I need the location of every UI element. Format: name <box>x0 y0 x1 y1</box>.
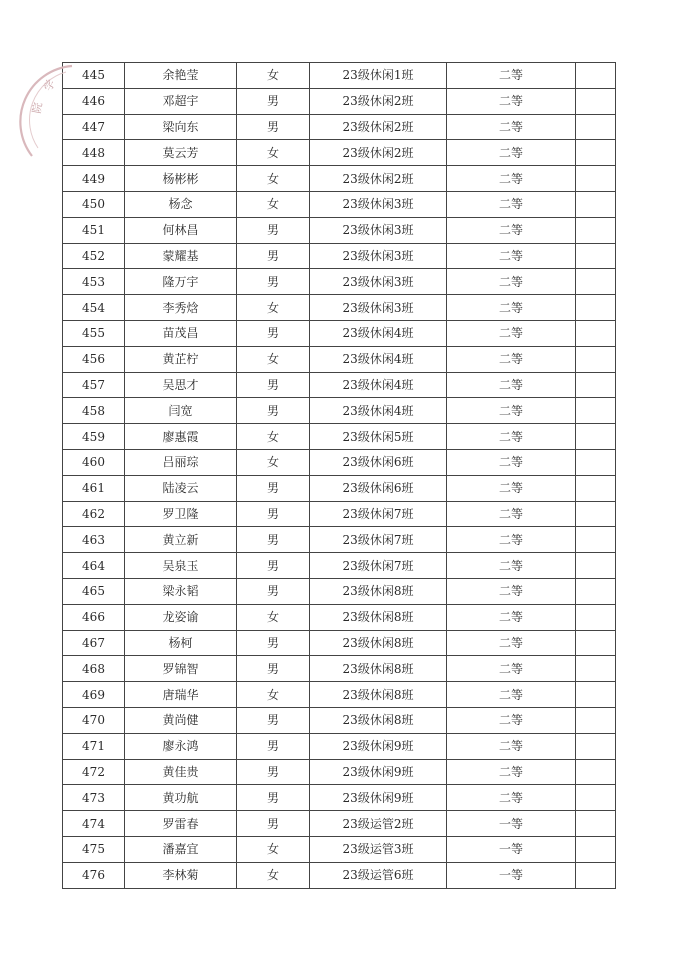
class-name-cell: 23级休闲2班 <box>310 114 447 140</box>
student-name-cell: 莫云芳 <box>125 140 237 166</box>
award-level-cell: 二等 <box>447 320 576 346</box>
award-level-cell: 二等 <box>447 578 576 604</box>
remark-cell <box>576 140 616 166</box>
svg-text:院: 院 <box>30 101 45 115</box>
remark-cell <box>576 88 616 114</box>
gender-cell: 女 <box>237 836 310 862</box>
remark-cell <box>576 191 616 217</box>
remark-cell <box>576 630 616 656</box>
row-number-cell: 475 <box>63 836 125 862</box>
svg-text:学: 学 <box>41 77 59 94</box>
student-name-cell: 邓超宇 <box>125 88 237 114</box>
remark-cell <box>576 578 616 604</box>
table-row <box>63 449 616 475</box>
table-row <box>63 707 616 733</box>
award-level-cell: 二等 <box>447 733 576 759</box>
student-name-cell: 李秀焓 <box>125 295 237 321</box>
gender-cell: 男 <box>237 269 310 295</box>
class-name-cell: 23级休闲6班 <box>310 449 447 475</box>
student-name-cell: 潘嘉宜 <box>125 836 237 862</box>
remark-cell <box>576 836 616 862</box>
class-name-cell: 23级休闲2班 <box>310 166 447 192</box>
gender-cell: 女 <box>237 862 310 888</box>
remark-cell <box>576 785 616 811</box>
row-number-cell: 448 <box>63 140 125 166</box>
row-number-cell: 472 <box>63 759 125 785</box>
gender-cell: 男 <box>237 217 310 243</box>
table-row <box>63 836 616 862</box>
row-number-cell: 449 <box>63 166 125 192</box>
award-level-cell: 二等 <box>447 501 576 527</box>
gender-cell: 男 <box>237 320 310 346</box>
student-name-cell: 闫宽 <box>125 398 237 424</box>
table-row <box>63 785 616 811</box>
class-name-cell: 23级休闲2班 <box>310 140 447 166</box>
class-name-cell: 23级休闲4班 <box>310 372 447 398</box>
row-number-cell: 457 <box>63 372 125 398</box>
table-row <box>63 862 616 888</box>
remark-cell <box>576 707 616 733</box>
gender-cell: 男 <box>237 630 310 656</box>
gender-cell: 男 <box>237 243 310 269</box>
table-row <box>63 346 616 372</box>
row-number-cell: 468 <box>63 656 125 682</box>
row-number-cell: 476 <box>63 862 125 888</box>
row-number-cell: 447 <box>63 114 125 140</box>
table-row <box>63 243 616 269</box>
class-name-cell: 23级休闲8班 <box>310 578 447 604</box>
award-level-cell: 二等 <box>447 217 576 243</box>
class-name-cell: 23级休闲4班 <box>310 320 447 346</box>
row-number-cell: 466 <box>63 604 125 630</box>
remark-cell <box>576 269 616 295</box>
remark-cell <box>576 733 616 759</box>
class-name-cell: 23级运管6班 <box>310 862 447 888</box>
gender-cell: 女 <box>237 295 310 321</box>
student-name-cell: 黄立新 <box>125 527 237 553</box>
student-name-cell: 苗茂昌 <box>125 320 237 346</box>
award-level-cell: 二等 <box>447 140 576 166</box>
row-number-cell: 474 <box>63 811 125 837</box>
student-name-cell: 吕丽琮 <box>125 449 237 475</box>
row-number-cell: 451 <box>63 217 125 243</box>
row-number-cell: 464 <box>63 553 125 579</box>
table-row <box>63 140 616 166</box>
class-name-cell: 23级休闲3班 <box>310 295 447 321</box>
remark-cell <box>576 475 616 501</box>
table-row <box>63 114 616 140</box>
student-name-cell: 杨柯 <box>125 630 237 656</box>
gender-cell: 女 <box>237 140 310 166</box>
gender-cell: 女 <box>237 63 310 89</box>
gender-cell: 男 <box>237 501 310 527</box>
table-row <box>63 604 616 630</box>
row-number-cell: 453 <box>63 269 125 295</box>
award-level-cell: 二等 <box>447 604 576 630</box>
table-row <box>63 269 616 295</box>
class-name-cell: 23级休闲7班 <box>310 527 447 553</box>
student-name-cell: 余艳莹 <box>125 63 237 89</box>
award-level-cell: 二等 <box>447 372 576 398</box>
student-name-cell: 黄功航 <box>125 785 237 811</box>
class-name-cell: 23级休闲3班 <box>310 243 447 269</box>
row-number-cell: 465 <box>63 578 125 604</box>
gender-cell: 男 <box>237 811 310 837</box>
remark-cell <box>576 63 616 89</box>
award-level-cell: 一等 <box>447 862 576 888</box>
row-number-cell: 473 <box>63 785 125 811</box>
gender-cell: 女 <box>237 449 310 475</box>
remark-cell <box>576 656 616 682</box>
student-name-cell: 黄芷柠 <box>125 346 237 372</box>
student-name-cell: 梁向东 <box>125 114 237 140</box>
award-level-cell: 二等 <box>447 527 576 553</box>
class-name-cell: 23级休闲5班 <box>310 424 447 450</box>
award-level-cell: 二等 <box>447 295 576 321</box>
table-row <box>63 63 616 89</box>
student-name-cell: 唐瑞华 <box>125 682 237 708</box>
table-row <box>63 759 616 785</box>
table-row <box>63 682 616 708</box>
remark-cell <box>576 114 616 140</box>
student-name-cell: 廖惠霞 <box>125 424 237 450</box>
remark-cell <box>576 682 616 708</box>
student-name-cell: 吴泉玉 <box>125 553 237 579</box>
row-number-cell: 459 <box>63 424 125 450</box>
award-level-cell: 二等 <box>447 682 576 708</box>
table-row <box>63 166 616 192</box>
remark-cell <box>576 424 616 450</box>
row-number-cell: 462 <box>63 501 125 527</box>
row-number-cell: 450 <box>63 191 125 217</box>
class-name-cell: 23级休闲4班 <box>310 398 447 424</box>
row-number-cell: 461 <box>63 475 125 501</box>
remark-cell <box>576 527 616 553</box>
award-level-cell: 二等 <box>447 269 576 295</box>
award-level-cell: 二等 <box>447 63 576 89</box>
gender-cell: 男 <box>237 114 310 140</box>
table-row <box>63 811 616 837</box>
student-name-cell: 罗卫隆 <box>125 501 237 527</box>
class-name-cell: 23级休闲8班 <box>310 707 447 733</box>
gender-cell: 女 <box>237 682 310 708</box>
award-level-cell: 二等 <box>447 191 576 217</box>
remark-cell <box>576 604 616 630</box>
row-number-cell: 458 <box>63 398 125 424</box>
student-name-cell: 龙姿谕 <box>125 604 237 630</box>
award-level-cell: 二等 <box>447 785 576 811</box>
gender-cell: 男 <box>237 372 310 398</box>
class-name-cell: 23级休闲8班 <box>310 604 447 630</box>
gender-cell: 男 <box>237 733 310 759</box>
gender-cell: 男 <box>237 88 310 114</box>
class-name-cell: 23级休闲9班 <box>310 733 447 759</box>
row-number-cell: 463 <box>63 527 125 553</box>
remark-cell <box>576 346 616 372</box>
table-row <box>63 578 616 604</box>
award-level-cell: 二等 <box>447 166 576 192</box>
table-row <box>63 320 616 346</box>
award-level-cell: 二等 <box>447 243 576 269</box>
class-name-cell: 23级休闲9班 <box>310 785 447 811</box>
class-name-cell: 23级休闲2班 <box>310 88 447 114</box>
table-row <box>63 398 616 424</box>
remark-cell <box>576 398 616 424</box>
award-level-cell: 二等 <box>447 449 576 475</box>
gender-cell: 男 <box>237 656 310 682</box>
remark-cell <box>576 243 616 269</box>
student-name-cell: 罗雷春 <box>125 811 237 837</box>
student-name-cell: 梁永韬 <box>125 578 237 604</box>
table-row <box>63 501 616 527</box>
row-number-cell: 446 <box>63 88 125 114</box>
row-number-cell: 452 <box>63 243 125 269</box>
award-level-cell: 二等 <box>447 398 576 424</box>
row-number-cell: 455 <box>63 320 125 346</box>
gender-cell: 男 <box>237 553 310 579</box>
table-row <box>63 733 616 759</box>
award-level-cell: 二等 <box>447 114 576 140</box>
row-number-cell: 460 <box>63 449 125 475</box>
student-name-cell: 李林菊 <box>125 862 237 888</box>
row-number-cell: 469 <box>63 682 125 708</box>
gender-cell: 女 <box>237 346 310 372</box>
gender-cell: 女 <box>237 191 310 217</box>
class-name-cell: 23级休闲8班 <box>310 656 447 682</box>
class-name-cell: 23级休闲7班 <box>310 553 447 579</box>
remark-cell <box>576 862 616 888</box>
award-list-sheet <box>62 62 615 889</box>
student-name-cell: 吴思才 <box>125 372 237 398</box>
student-name-cell: 黄尚健 <box>125 707 237 733</box>
award-level-cell: 一等 <box>447 811 576 837</box>
row-number-cell: 445 <box>63 63 125 89</box>
gender-cell: 女 <box>237 424 310 450</box>
table-row <box>63 527 616 553</box>
row-number-cell: 471 <box>63 733 125 759</box>
award-level-cell: 二等 <box>447 424 576 450</box>
class-name-cell: 23级休闲3班 <box>310 269 447 295</box>
award-level-cell: 二等 <box>447 475 576 501</box>
table-row <box>63 295 616 321</box>
award-level-cell: 二等 <box>447 630 576 656</box>
remark-cell <box>576 217 616 243</box>
gender-cell: 男 <box>237 707 310 733</box>
row-number-cell: 470 <box>63 707 125 733</box>
student-name-cell: 黄佳贵 <box>125 759 237 785</box>
class-name-cell: 23级休闲9班 <box>310 759 447 785</box>
table-row <box>63 217 616 243</box>
gender-cell: 女 <box>237 604 310 630</box>
row-number-cell: 467 <box>63 630 125 656</box>
gender-cell: 男 <box>237 398 310 424</box>
remark-cell <box>576 166 616 192</box>
student-name-cell: 廖永鸿 <box>125 733 237 759</box>
row-number-cell: 456 <box>63 346 125 372</box>
class-name-cell: 23级休闲8班 <box>310 682 447 708</box>
remark-cell <box>576 320 616 346</box>
class-name-cell: 23级运管3班 <box>310 836 447 862</box>
remark-cell <box>576 372 616 398</box>
award-level-cell: 二等 <box>447 656 576 682</box>
remark-cell <box>576 295 616 321</box>
student-name-cell: 罗锦智 <box>125 656 237 682</box>
table-row <box>63 88 616 114</box>
award-level-cell: 二等 <box>447 346 576 372</box>
gender-cell: 男 <box>237 785 310 811</box>
table-row <box>63 630 616 656</box>
student-name-cell: 陆凌云 <box>125 475 237 501</box>
award-level-cell: 二等 <box>447 553 576 579</box>
award-level-cell: 二等 <box>447 88 576 114</box>
class-name-cell: 23级休闲6班 <box>310 475 447 501</box>
student-name-cell: 蒙耀基 <box>125 243 237 269</box>
gender-cell: 男 <box>237 578 310 604</box>
class-name-cell: 23级休闲3班 <box>310 191 447 217</box>
award-level-cell: 一等 <box>447 836 576 862</box>
remark-cell <box>576 811 616 837</box>
remark-cell <box>576 501 616 527</box>
award-level-cell: 二等 <box>447 759 576 785</box>
class-name-cell: 23级休闲7班 <box>310 501 447 527</box>
table-row <box>63 424 616 450</box>
remark-cell <box>576 553 616 579</box>
gender-cell: 男 <box>237 475 310 501</box>
award-list-table <box>62 62 616 889</box>
gender-cell: 男 <box>237 759 310 785</box>
table-row <box>63 191 616 217</box>
student-name-cell: 隆万宇 <box>125 269 237 295</box>
row-number-cell: 454 <box>63 295 125 321</box>
student-name-cell: 杨念 <box>125 191 237 217</box>
table-row <box>63 553 616 579</box>
table-row <box>63 475 616 501</box>
class-name-cell: 23级运管2班 <box>310 811 447 837</box>
student-name-cell: 何林昌 <box>125 217 237 243</box>
class-name-cell: 23级休闲8班 <box>310 630 447 656</box>
table-row <box>63 372 616 398</box>
student-name-cell: 杨彬彬 <box>125 166 237 192</box>
class-name-cell: 23级休闲1班 <box>310 63 447 89</box>
remark-cell <box>576 449 616 475</box>
class-name-cell: 23级休闲3班 <box>310 217 447 243</box>
award-level-cell: 二等 <box>447 707 576 733</box>
gender-cell: 女 <box>237 166 310 192</box>
remark-cell <box>576 759 616 785</box>
table-row <box>63 656 616 682</box>
table-body <box>63 63 616 889</box>
gender-cell: 男 <box>237 527 310 553</box>
class-name-cell: 23级休闲4班 <box>310 346 447 372</box>
